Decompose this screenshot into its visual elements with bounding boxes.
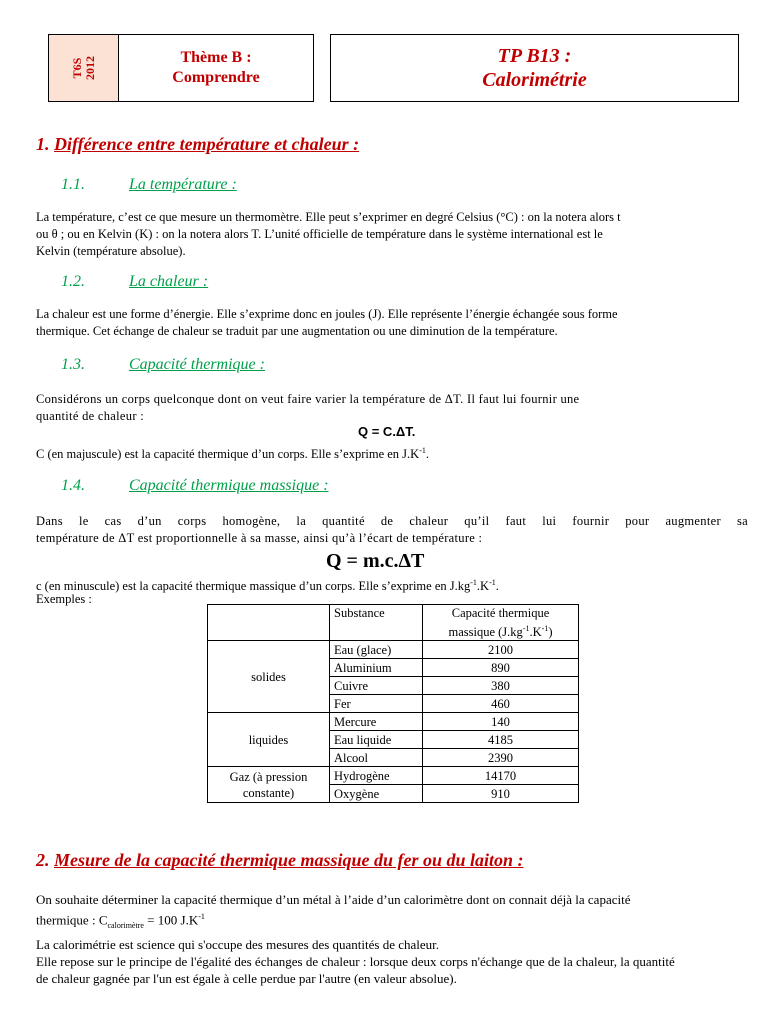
text-line: ou θ ; ou en Kelvin (K) : on la notera alors T. L’unité officielle de température dans le système international est le (36, 227, 603, 241)
unit-exponent: -1 (198, 912, 205, 921)
table-row (208, 641, 579, 659)
value-cell: 910 (423, 785, 579, 803)
table-header-row (208, 605, 579, 641)
table-corner-cell (208, 605, 330, 641)
text-line: Elle repose sur le principe de l'égalité des échanges de chaleur : lorsque deux corps n'échange que de la chaleur, la quantité (36, 954, 675, 969)
value-cell: 2100 (423, 641, 579, 659)
substance-cell: Eau liquide (330, 731, 423, 749)
unit-exponent: -1 (541, 624, 549, 633)
subsection-1-2-heading (61, 273, 208, 291)
text-line: de chaleur gagnée par l'un est égale à celle perdue par l'autre (en valeur absolue). (36, 971, 457, 986)
section1-title: Différence entre température et chaleur : (54, 134, 360, 154)
section1-number: 1. (36, 134, 50, 154)
substance-cell: Cuivre (330, 677, 423, 695)
paragraph-capacite-massique (36, 513, 748, 547)
header-text: Capacité thermique (451, 606, 550, 620)
subsection-title: La température : (129, 176, 237, 193)
subsection-title: Capacité thermique massique : (129, 477, 329, 494)
group-label-gaz (208, 767, 330, 803)
paragraph-temperature (36, 209, 748, 260)
text-line: Kelvin (température absolue). (36, 244, 186, 258)
capacity-table (207, 604, 579, 803)
examples-label: Exemples : (36, 592, 92, 606)
subscript: calorimètre (107, 920, 144, 930)
tp-title-line1: TP B13 : (497, 45, 572, 67)
unit-exponent: -1 (489, 578, 496, 587)
header-text: massique (J.kg (448, 625, 523, 640)
text-line: thermique : C (36, 912, 108, 928)
text-line: = 100 J.K (143, 912, 199, 928)
text-end: . (495, 579, 499, 594)
paragraph-chaleur (36, 306, 748, 340)
value-cell: 460 (423, 695, 579, 713)
unit-text: .K (476, 579, 490, 594)
subsection-1-3-heading (61, 356, 265, 374)
substance-cell: Aluminium (330, 659, 423, 677)
text-line: c (en minuscule) est la capacité thermique massique d’un corps. Elle s’exprime en J.kg (36, 579, 471, 594)
section2-heading (36, 850, 524, 871)
value-cell: 4185 (423, 731, 579, 749)
substance-cell: Eau (glace) (330, 641, 423, 659)
value-cell: 2390 (423, 749, 579, 767)
class-tag-line1: T6S (69, 57, 84, 79)
table-row (208, 713, 579, 731)
class-tag (49, 35, 119, 101)
header-text: ) (548, 625, 553, 640)
text-line: Considérons un corps quelconque dont on veut faire varier la température de ΔT. Il faut lui fournir une (36, 392, 580, 406)
header-text: .K (529, 625, 542, 640)
paragraph-measure-intro (36, 891, 748, 934)
value-cell: 380 (423, 677, 579, 695)
subsection-number: 1.3. (61, 356, 85, 373)
group-label-text: Gaz (à pression (229, 769, 308, 784)
paragraph-capacite-line3 (36, 442, 748, 463)
header-theme-box (48, 34, 314, 102)
substance-cell: Mercure (330, 713, 423, 731)
value-cell: 890 (423, 659, 579, 677)
text-end: . (425, 447, 429, 462)
text-line: On souhaite déterminer la capacité thermique d’un métal à l’aide d’un calorimètre dont on connait déjà la capacité (36, 892, 631, 907)
text-line: Dans le cas d’un corps homogène, la quantité de chaleur qu’il faut lui fournir pour augmenter sa (36, 514, 748, 528)
class-tag-line2: 2012 (82, 56, 97, 80)
table-row (208, 767, 579, 785)
text-line: température de ΔT est proportionnelle à sa masse, ainsi qu’à l’écart de température : (36, 531, 483, 545)
text-line: thermique. Cet échange de chaleur se traduit par une augmentation ou une diminution de la température. (36, 324, 558, 338)
substance-cell: Hydrogène (330, 767, 423, 785)
subsection-1-1-heading (61, 176, 237, 194)
value-cell: 140 (423, 713, 579, 731)
paragraph-calorimetry (36, 936, 748, 987)
tp-title-line2: Calorimétrie (482, 69, 587, 91)
theme-label (119, 35, 313, 101)
unit-exponent: -1 (470, 578, 477, 587)
value-cell: 14170 (423, 767, 579, 785)
header-text-unit (427, 621, 574, 640)
substance-cell: Fer (330, 695, 423, 713)
paragraph-capacite-line1 (36, 391, 748, 425)
substance-cell: Alcool (330, 749, 423, 767)
group-label-solides: solides (208, 641, 330, 713)
subsection-1-4-heading (61, 477, 329, 495)
text-line: C (en majuscule) est la capacité thermique d’un corps. Elle s’exprime en J.K (36, 447, 420, 462)
subsection-number: 1.1. (61, 176, 85, 193)
section2-title: Mesure de la capacité thermique massique du fer ou du laiton : (54, 850, 524, 870)
section1-heading (36, 134, 359, 155)
theme-line2: Comprendre (172, 69, 260, 86)
theme-line1: Thème B : (180, 49, 252, 66)
table-header-substance: Substance (330, 605, 423, 641)
group-label-liquides: liquides (208, 713, 330, 767)
subsection-number: 1.2. (61, 273, 85, 290)
text-line: quantité de chaleur : (36, 409, 144, 423)
text-line: La température, c’est ce que mesure un thermomètre. Elle peut s’exprimer en degré Celsius (°C) : on la notera alors t (36, 210, 621, 224)
unit-exponent: -1 (419, 446, 426, 455)
text-line: La calorimétrie est science qui s'occupe des mesures des quantités de chaleur. (36, 937, 440, 952)
subsection-number: 1.4. (61, 477, 85, 494)
formula-q-c-dt: Q = C.ΔT. (358, 424, 416, 439)
table-header-capacity (423, 605, 579, 641)
text-line: La chaleur est une forme d’énergie. Elle s’exprime donc en joules (J). Elle représente l’énergie échangée sous forme (36, 307, 618, 321)
text-line-formula (36, 908, 748, 934)
unit-exponent: -1 (522, 624, 530, 633)
section2-number: 2. (36, 850, 50, 870)
formula-q-m-c-dt: Q = m.c.ΔT (326, 550, 425, 572)
substance-cell: Oxygène (330, 785, 423, 803)
subsection-title: Capacité thermique : (129, 356, 265, 373)
subsection-title: La chaleur : (129, 273, 209, 290)
header-tp-box (330, 34, 739, 102)
group-label-text: constante) (242, 785, 295, 800)
